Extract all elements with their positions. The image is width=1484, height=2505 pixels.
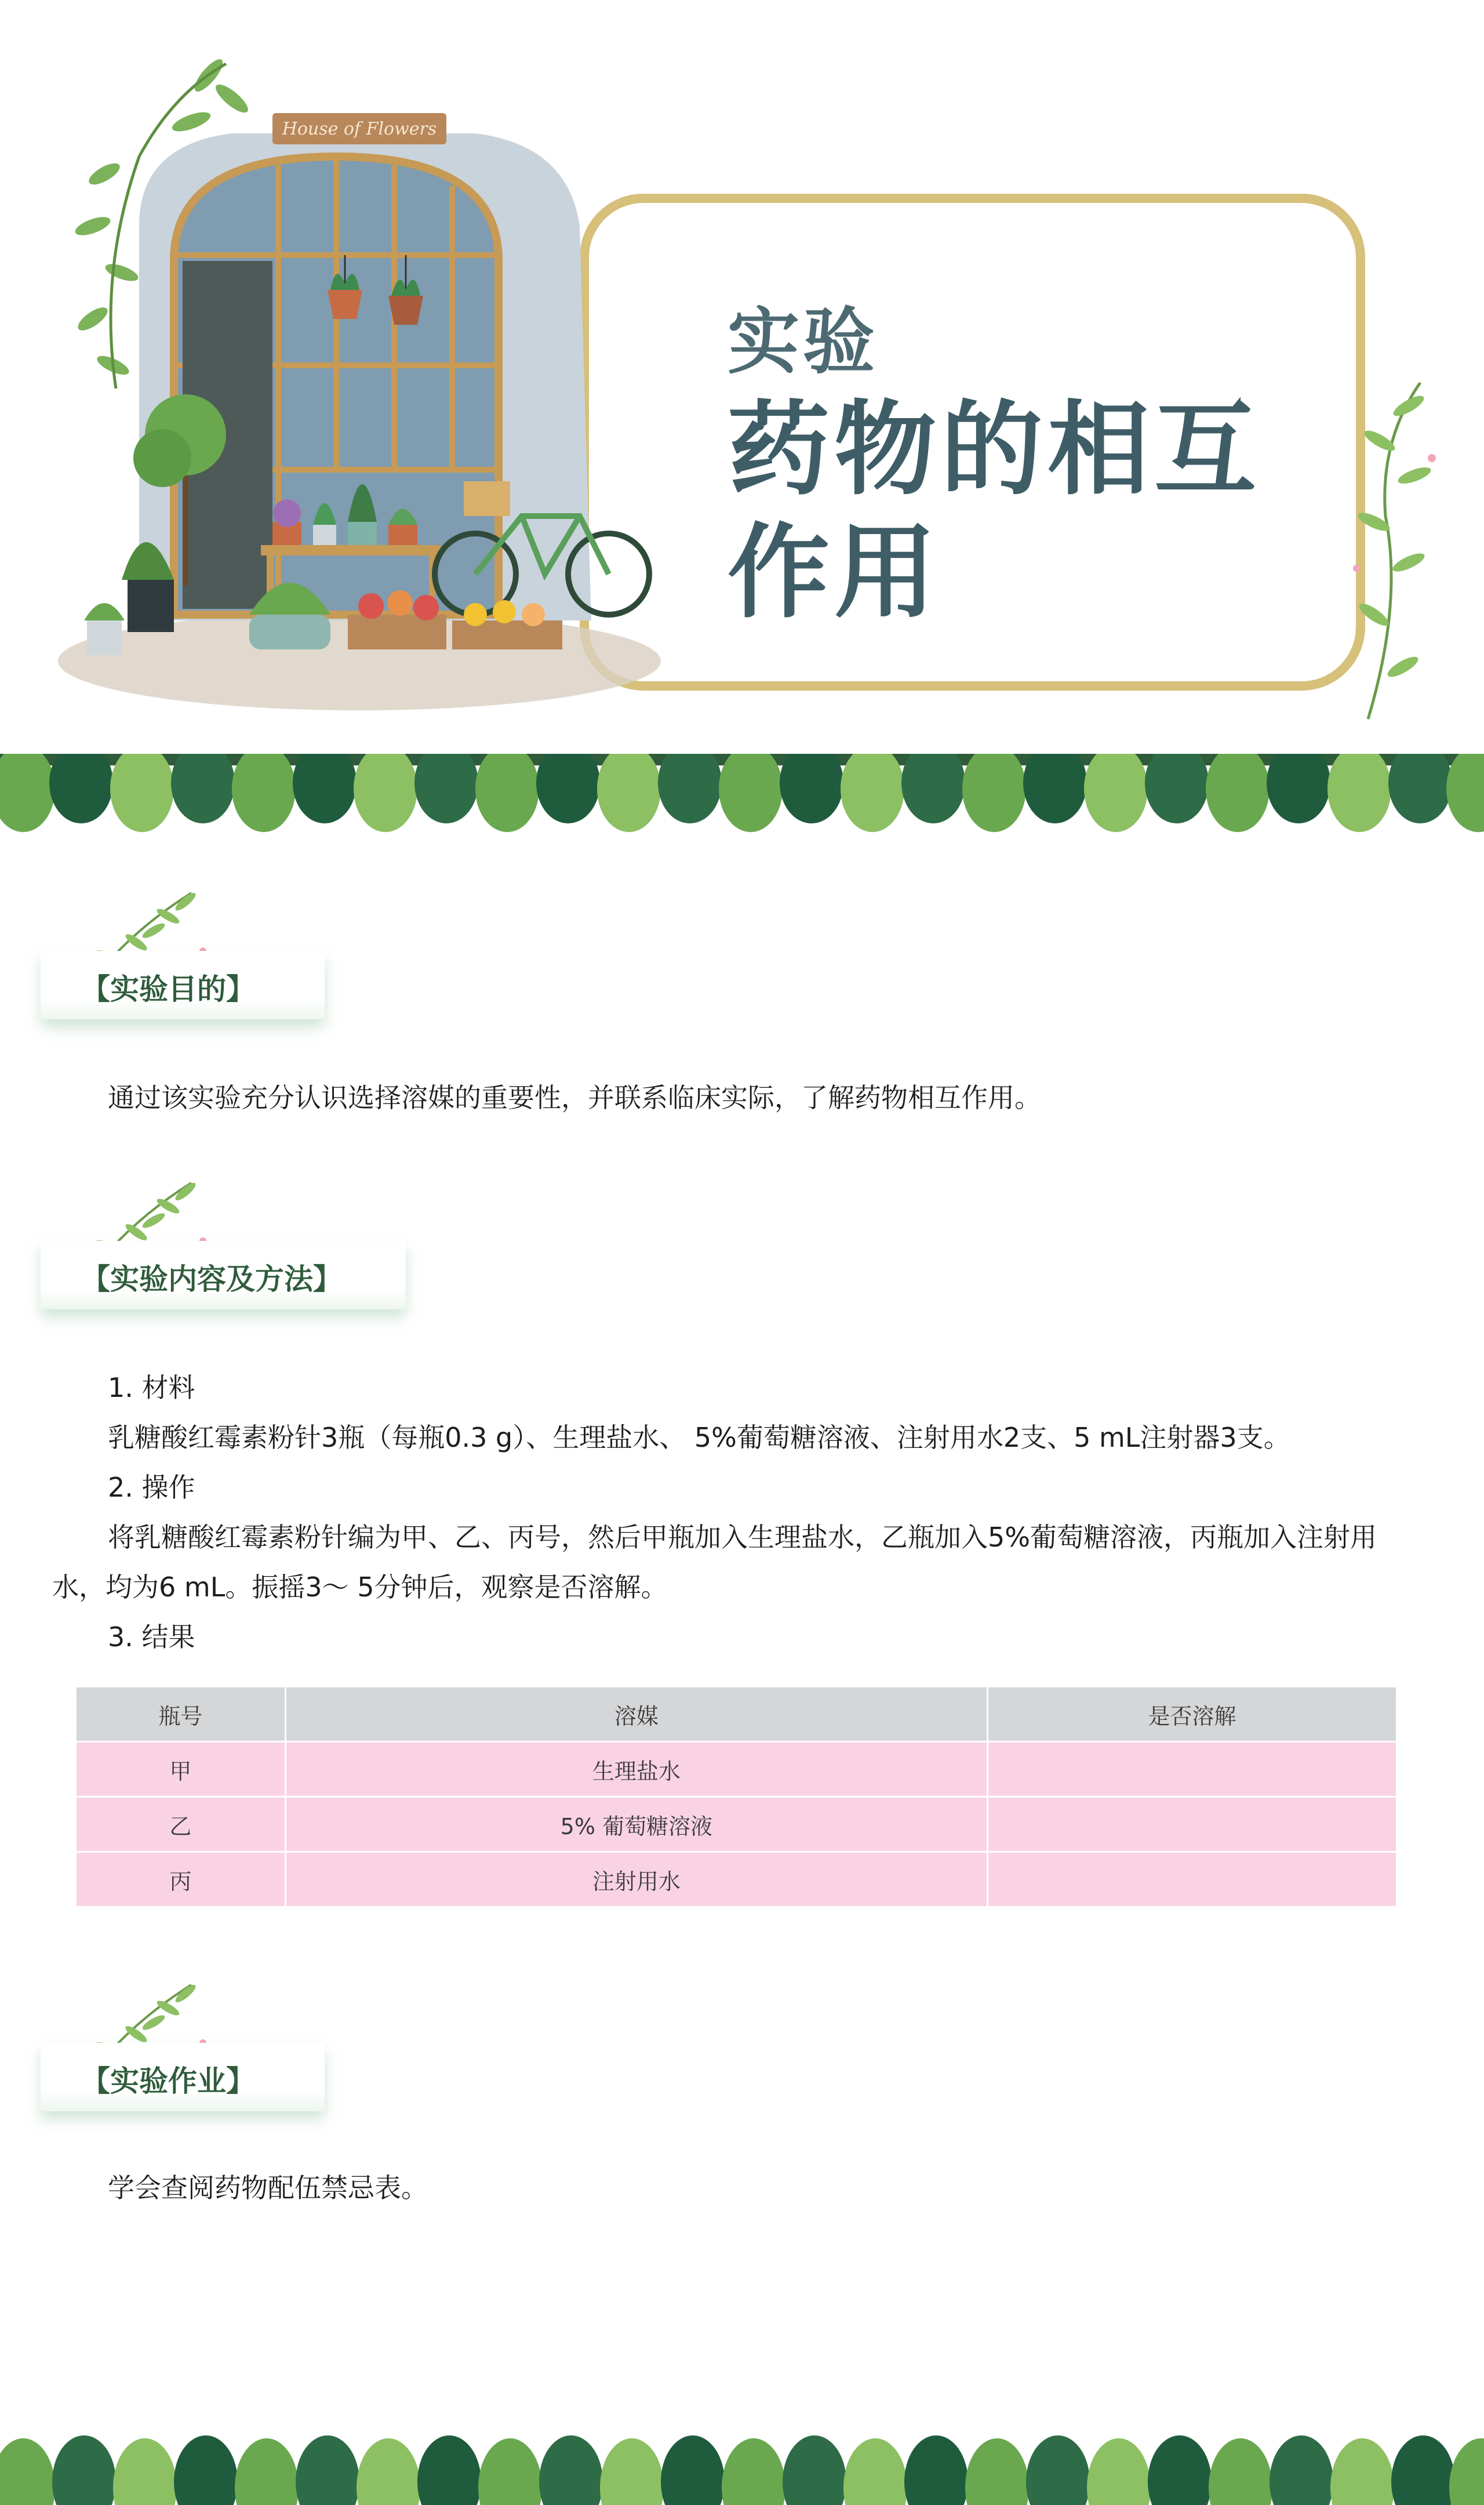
leaf-border-top xyxy=(0,754,1484,847)
operation-text-line2 xyxy=(52,1562,1443,1612)
flower-house-illustration xyxy=(58,41,672,725)
page-title: 药物的相互作用 xyxy=(728,390,1261,632)
table-row xyxy=(77,1852,1396,1907)
result-title-line xyxy=(52,1612,1443,1662)
table-row xyxy=(77,1742,1396,1797)
table-header-cell: 溶媒 xyxy=(285,1687,987,1742)
operation-text-1: 将乳糖酸红霉素粉针编为甲、乙、丙号，然后甲瓶加入生理盐水，乙瓶加入5%葡萄糖溶液，丙瓶加入注射用 xyxy=(108,1522,1377,1553)
operation-text-line1 xyxy=(52,1512,1443,1562)
materials-text: 乳糖酸红霉素粉针3瓶（每瓶0.3 g）、生理盐水、 5%葡萄糖溶液、注射用水2支、5 mL注射器3支。 xyxy=(108,1422,1290,1453)
homework-paragraph xyxy=(52,2163,1443,2213)
table-cell: 生理盐水 xyxy=(285,1742,987,1797)
materials-text-line xyxy=(52,1413,1443,1462)
materials-title: 1. 材料 xyxy=(108,1372,195,1403)
operation-title-line xyxy=(52,1462,1443,1512)
result-title: 3. 结果 xyxy=(108,1621,195,1653)
table-cell: 乙 xyxy=(77,1797,285,1852)
table-row xyxy=(77,1797,1396,1852)
leaf-border-bottom xyxy=(0,2424,1484,2505)
table-header-cell: 是否溶解 xyxy=(987,1687,1396,1742)
table-header-row xyxy=(77,1687,1396,1742)
table-cell: 5% 葡萄糖溶液 xyxy=(285,1797,987,1852)
operation-text-2: 水，均为6 mL。振摇3～ 5分钟后，观察是否溶解。 xyxy=(52,1571,668,1603)
table-cell xyxy=(987,1797,1396,1852)
result-table xyxy=(77,1687,1396,1908)
table-cell xyxy=(987,1852,1396,1907)
table-cell: 注射用水 xyxy=(285,1852,987,1907)
vine-decoration xyxy=(1333,371,1461,731)
table-cell: 丙 xyxy=(77,1852,285,1907)
heading-purpose: 【实验目的】 xyxy=(81,972,255,1006)
table-cell: 甲 xyxy=(77,1742,285,1797)
table-header-cell: 瓶号 xyxy=(77,1687,285,1742)
heading-homework: 【实验作业】 xyxy=(81,2064,255,2098)
table-cell xyxy=(987,1742,1396,1797)
homework-text: 学会查阅药物配伍禁忌表。 xyxy=(108,2172,428,2203)
house-sign-text: House of Flowers xyxy=(282,119,437,139)
purpose-text: 通过该实验充分认识选择溶媒的重要性，并联系临床实际，了解药物相互作用。 xyxy=(108,1082,1041,1113)
heading-content: 【实验内容及方法】 xyxy=(81,1262,342,1296)
page-subtitle: 实验 xyxy=(728,300,879,384)
materials-title-line xyxy=(52,1363,1443,1413)
operation-title: 2. 操作 xyxy=(108,1472,195,1503)
purpose-paragraph xyxy=(52,1073,1443,1123)
